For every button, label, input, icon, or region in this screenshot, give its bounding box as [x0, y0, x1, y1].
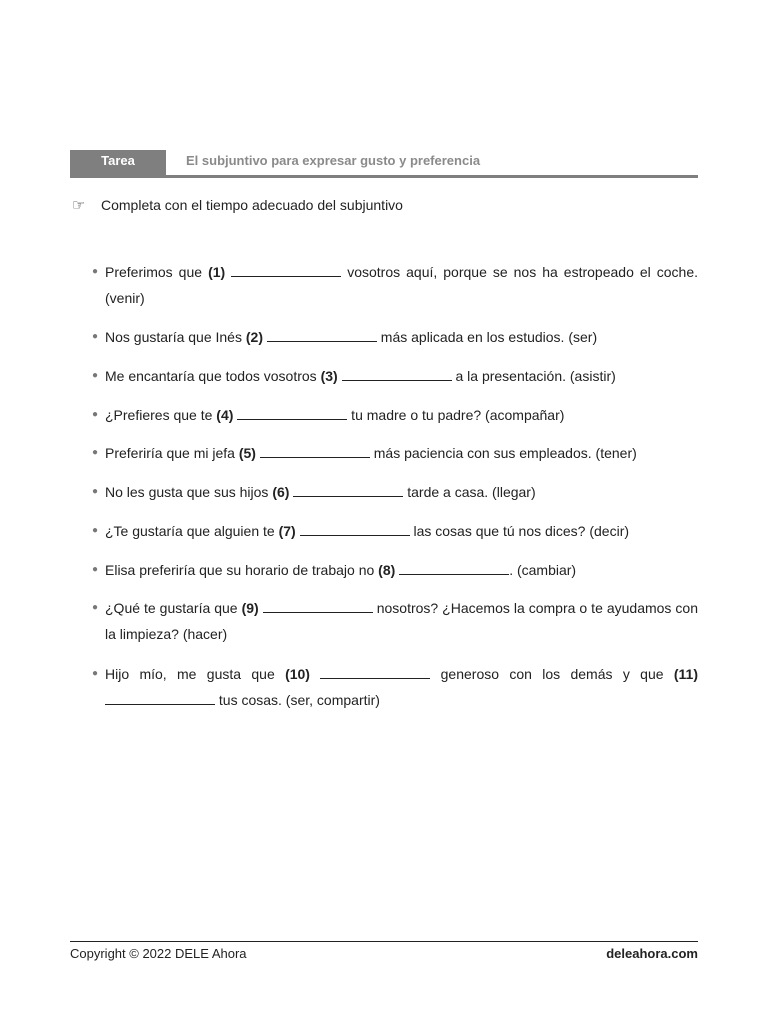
exercise-item — [92, 402, 698, 428]
exercise-item — [92, 324, 698, 350]
item-text: ¿Prefieres que te — [105, 407, 217, 423]
exercise-item — [92, 595, 698, 647]
answer-blank[interactable] — [293, 482, 403, 497]
item-text: Preferimos que — [105, 264, 209, 280]
item-number: (1) — [208, 264, 226, 280]
exercise-item — [92, 440, 698, 466]
answer-blank[interactable] — [237, 405, 347, 420]
bullet-icon: ● — [92, 602, 99, 613]
item-text: las cosas que tú nos dices? (decir) — [409, 523, 630, 539]
item-number: (11) — [673, 666, 698, 682]
answer-blank[interactable] — [267, 327, 377, 342]
item-number: (8) — [378, 562, 396, 578]
item-text: a la presentación. (asistir) — [451, 368, 616, 384]
item-number: (6) — [272, 484, 290, 500]
answer-blank[interactable] — [399, 560, 509, 575]
item-text: . (cambiar) — [509, 562, 577, 578]
bullet-icon: ● — [92, 266, 99, 277]
item-text: más paciencia con sus empleados. (tener) — [369, 445, 637, 461]
bullet-icon: ● — [92, 370, 99, 381]
footer-copyright: Copyright © 2022 DELE Ahora — [70, 946, 247, 961]
item-text: Elisa preferiría que su horario de trabajo no — [105, 562, 379, 578]
item-text: tus cosas. (ser, compartir) — [215, 692, 380, 708]
task-divider — [70, 175, 698, 178]
item-text: ¿Te gustaría que alguien te — [105, 523, 279, 539]
footer-divider — [70, 941, 698, 942]
answer-blank[interactable] — [320, 664, 430, 679]
item-text: Me encantaría que todos vosotros — [105, 368, 321, 384]
item-text: No les gusta que sus hijos — [105, 484, 273, 500]
bullet-icon: ● — [92, 486, 99, 497]
item-text: Nos gustaría que Inés — [105, 329, 246, 345]
answer-blank[interactable] — [260, 443, 370, 458]
item-text: Hijo mío, me gusta que — [105, 666, 286, 682]
answer-blank[interactable] — [342, 366, 452, 381]
item-number: (2) — [245, 329, 263, 345]
footer-site-link[interactable]: deleahora.com — [606, 946, 698, 961]
bullet-icon: ● — [92, 525, 99, 536]
item-number: (3) — [320, 368, 338, 384]
dele-ahora-logo — [582, 52, 700, 122]
item-number: (5) — [238, 445, 256, 461]
task-label: Tarea — [70, 150, 166, 176]
task-title: El subjuntivo para expresar gusto y preferencia — [186, 153, 481, 168]
item-number: (9) — [241, 600, 259, 616]
bullet-icon: ● — [92, 331, 99, 342]
answer-blank[interactable] — [263, 598, 373, 613]
bullet-icon: ● — [92, 668, 99, 679]
exercise-item — [92, 479, 698, 505]
item-text: vosotros aquí, porque se nos ha estropeado el coche. (venir) — [105, 264, 699, 306]
exercise-item — [92, 557, 698, 583]
answer-blank[interactable] — [105, 690, 215, 705]
pointing-hand-icon: ☞ — [72, 197, 86, 214]
instruction-text: Completa con el tiempo adecuado del subjuntivo — [101, 197, 403, 213]
exercise-item — [92, 518, 698, 544]
answer-blank[interactable] — [231, 262, 341, 277]
item-text: ¿Qué te gustaría que — [105, 600, 242, 616]
item-number: (7) — [278, 523, 296, 539]
item-number: (4) — [216, 407, 234, 423]
exercise-item — [92, 363, 698, 389]
exercise-item — [92, 259, 699, 311]
item-text: nosotros? ¿Hacemos la compra o te ayudamos con la limpieza? (hacer) — [105, 600, 698, 642]
item-text: generoso con los demás y que — [430, 666, 674, 682]
item-text: más aplicada en los estudios. (ser) — [376, 329, 598, 345]
bullet-icon: ● — [92, 564, 99, 575]
item-number: (10) — [285, 666, 310, 682]
item-text: tu madre o tu padre? (acompañar) — [347, 407, 565, 423]
answer-blank[interactable] — [300, 521, 410, 536]
item-text: Preferiría que mi jefa — [105, 445, 239, 461]
item-text: tarde a casa. (llegar) — [403, 484, 536, 500]
exercise-item — [92, 661, 698, 713]
bullet-icon: ● — [92, 409, 99, 420]
bullet-icon: ● — [92, 447, 99, 458]
